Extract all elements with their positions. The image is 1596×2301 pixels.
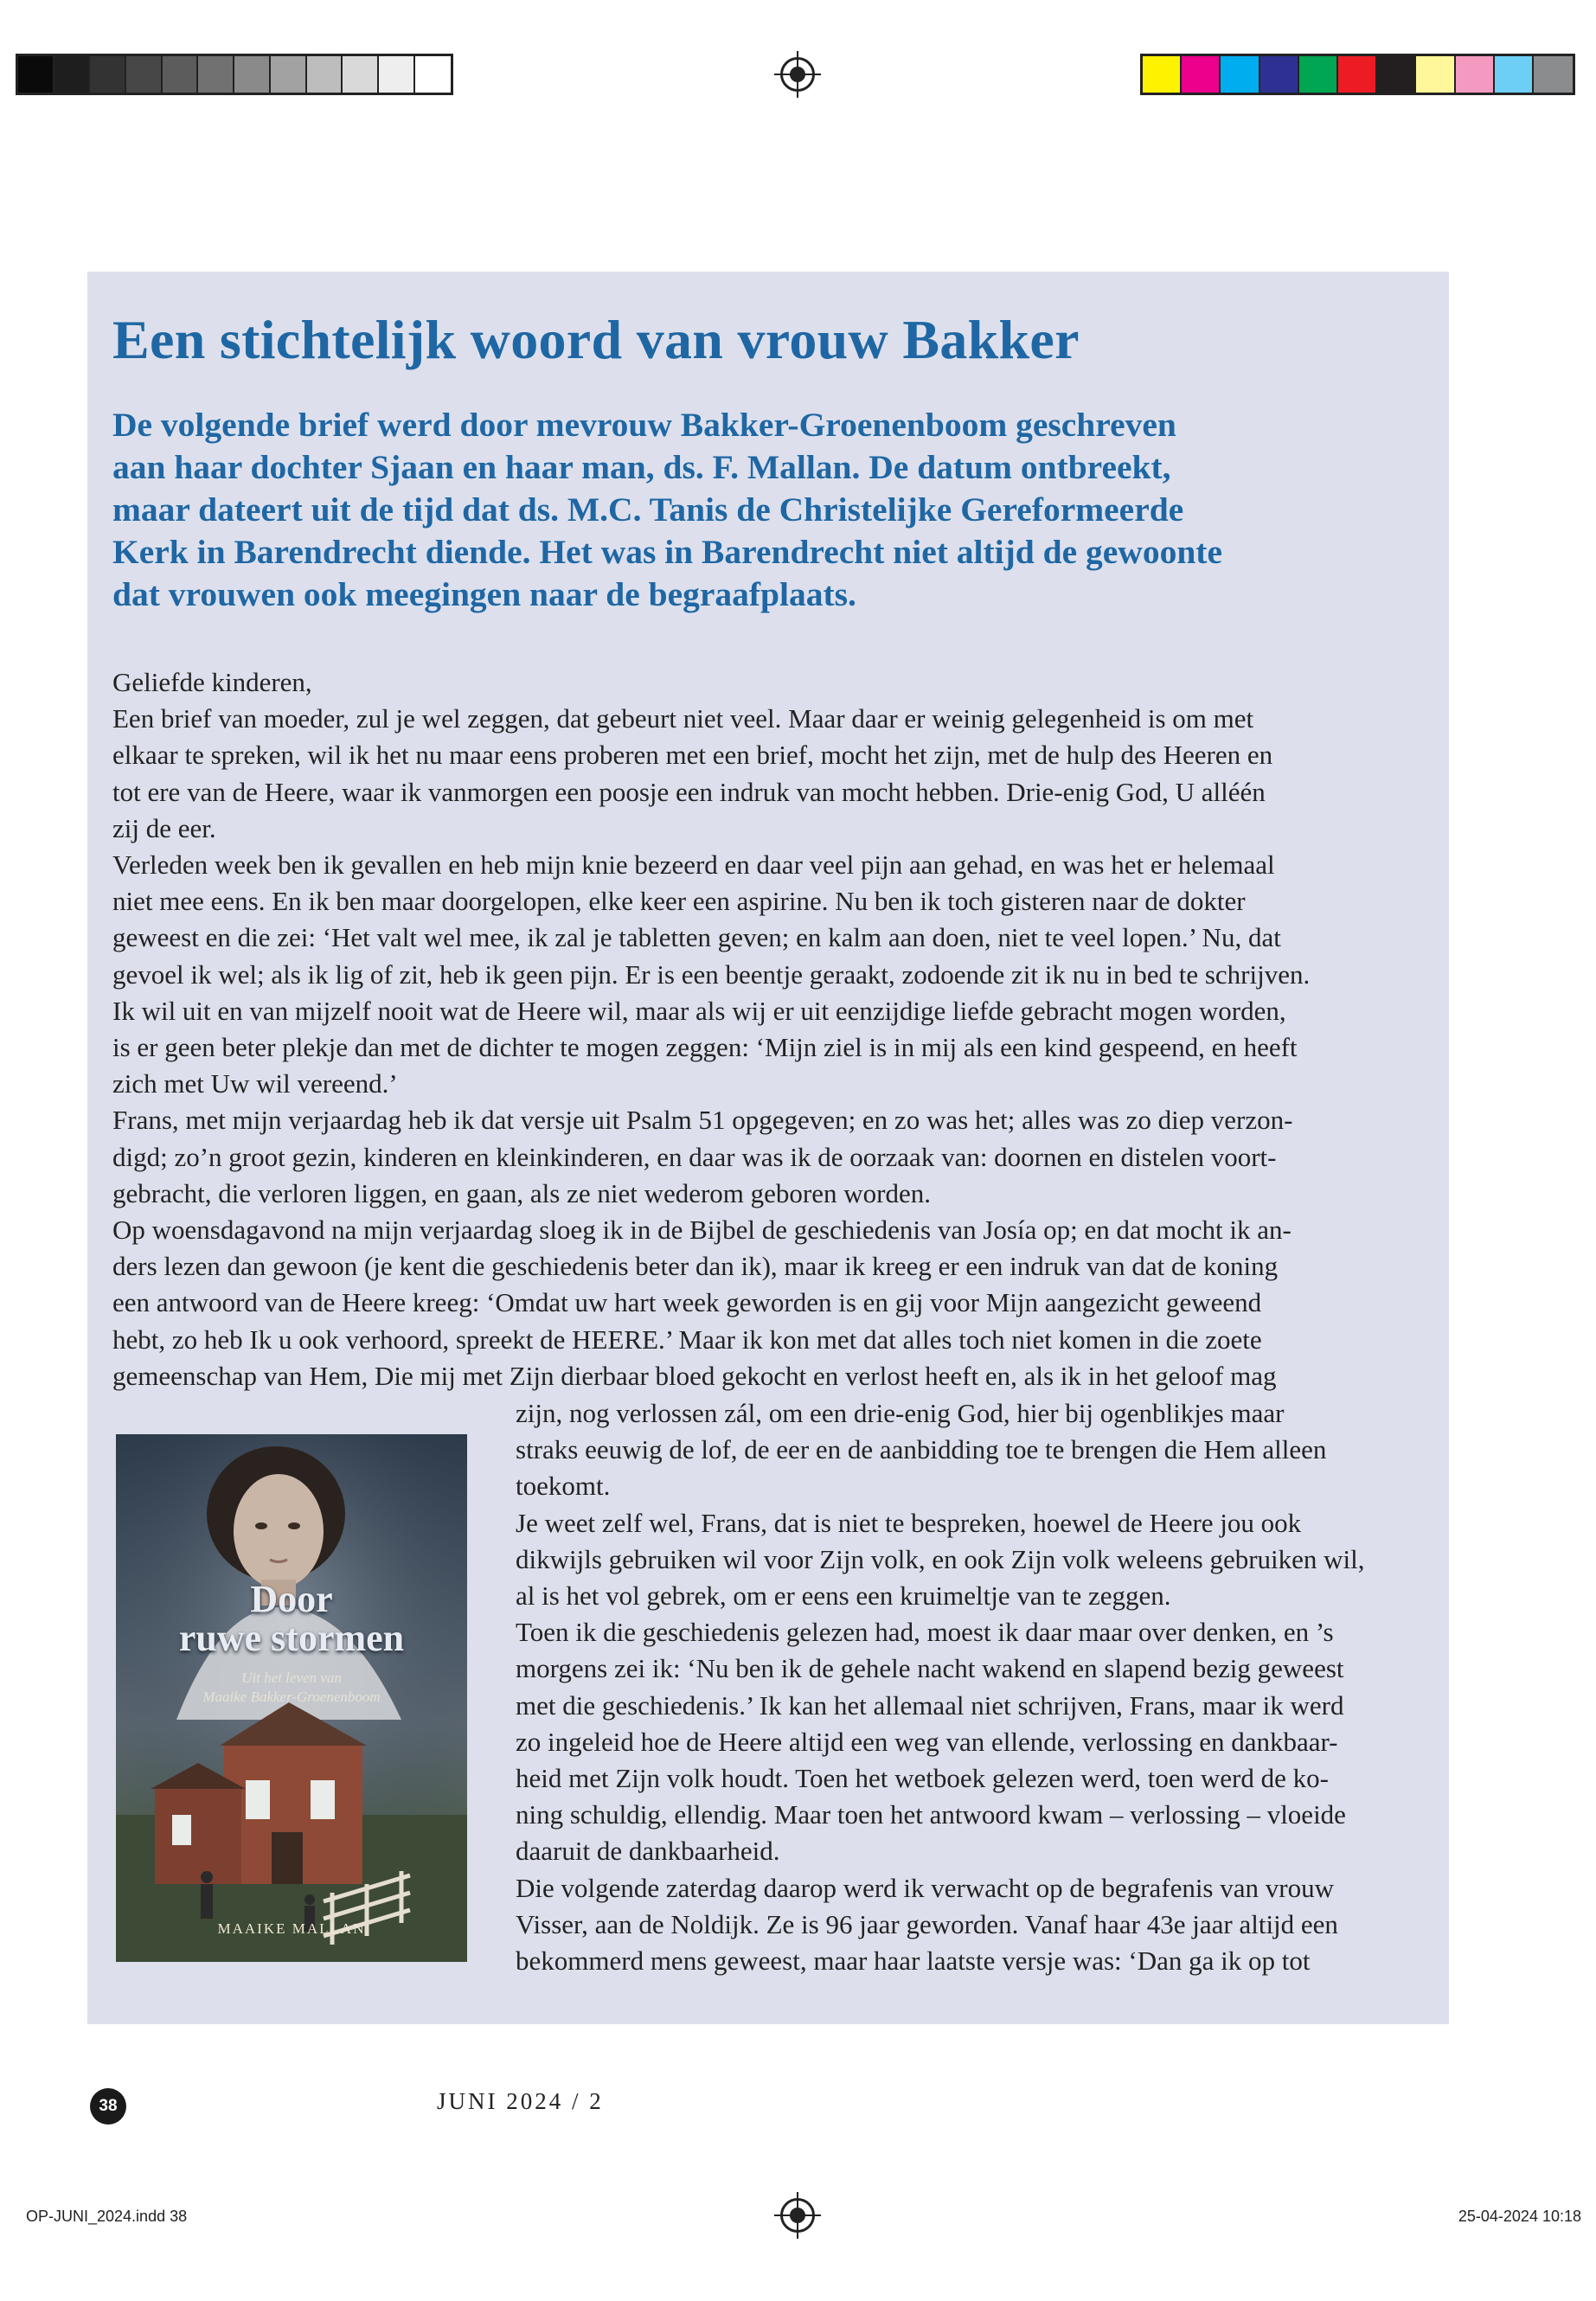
gray-swatch	[198, 56, 234, 93]
article-title: Een stichtelijk woord van vrouw Bakker	[112, 309, 1080, 370]
intro-line: maar dateert uit de tijd dat ds. M.C. Tanis de Christelijke Gereformeerde	[112, 490, 1184, 529]
color-swatch	[1416, 56, 1455, 93]
color-swatch	[1377, 56, 1416, 93]
page-number-badge: 38	[90, 2088, 126, 2125]
letter-line: elkaar te spreken, wil ik het nu maar eens proberen met een brief, mocht het zijn, met de hulp des Heeren en	[112, 740, 1273, 771]
letter-line: met die geschiedenis.’ Ik kan het allemaal niet schrijven, Frans, maar ik werd	[516, 1689, 1344, 1721]
gray-swatch	[307, 56, 343, 93]
letter-line: dikwijls gebruiken wil voor Zijn volk, en ook Zijn volk weleens gebruiken wil,	[516, 1543, 1365, 1574]
gray-swatch	[54, 56, 91, 93]
color-calibration-bar	[1140, 54, 1575, 95]
letter-line: Toen ik die geschiedenis gelezen had, moest ik daar maar over denken, en ’s	[516, 1617, 1334, 1648]
color-swatch	[1456, 56, 1495, 93]
letter-line: straks eeuwig de lof, de eer en de aanbidding toe te brengen die Hem alleen	[516, 1434, 1327, 1465]
grayscale-calibration-bar	[16, 54, 453, 95]
letter-line: Op woensdagavond na mijn verjaardag sloeg ik in de Bijbel de geschiedenis van Josía op; en dat mocht ik an-	[112, 1215, 1292, 1246]
letter-line: al is het vol gebrek, om er eens een kruimeltje van te zeggen.	[516, 1580, 1171, 1612]
letter-text-full-width	[112, 664, 1310, 1394]
intro-line: dat vrouwen ook meegingen naar de begraafplaats.	[112, 575, 856, 613]
letter-line: zij de eer.	[112, 812, 216, 843]
intro-line: aan haar dochter Sjaan en haar man, ds. F. Mallan. De datum ontbreekt,	[112, 448, 1171, 486]
gray-swatch	[415, 56, 451, 93]
gray-swatch	[271, 56, 307, 93]
letter-line: hebt, zo heb Ik u ook verhoord, spreekt de HEERE.’ Maar ik kon met dat alles toch niet komen in die zoete	[112, 1324, 1262, 1355]
intro-line: Kerk in Barendrecht diende. Het was in Barendrecht niet altijd de gewoonte	[112, 533, 1222, 571]
letter-line: gebracht, die verloren liggen, en gaan, als ze niet wederom geboren worden.	[112, 1177, 931, 1208]
color-swatch	[1260, 56, 1299, 93]
letter-text-column	[516, 1395, 1365, 1979]
letter-line: zijn, nog verlossen zál, om een drie-enig God, hier bij ogenblikjes maar	[516, 1398, 1285, 1428]
gray-swatch	[163, 56, 199, 93]
letter-line: ders lezen dan gewoon (je kent die geschiedenis beter dan ik), maar ik kreeg er een indruk van dat de koning	[112, 1251, 1279, 1282]
gray-swatch	[90, 56, 126, 93]
color-swatch	[1143, 56, 1182, 93]
gray-swatch	[343, 56, 379, 93]
letter-line: ning schuldig, ellendig. Maar toen het antwoord kwam – verlossing – vloeide	[516, 1799, 1346, 1830]
color-swatch	[1182, 56, 1221, 93]
book-title-line-1: Door	[250, 1578, 333, 1620]
letter-line: heid met Zijn volk houdt. Toen het wetboek gelezen werd, toen werd de ko-	[516, 1763, 1329, 1794]
book-cover-image	[116, 1434, 467, 1962]
letter-line: geweest en die zei: ‘Het valt wel mee, ik zal je tabletten geven; en kalm aan doen, niet te veel lopen.’ Nu, dat	[112, 922, 1281, 953]
letter-line: Je weet zelf wel, Frans, dat is niet te bespreken, hoewel de Heere jou ook	[516, 1507, 1302, 1538]
article-intro	[112, 404, 1453, 616]
book-subtitle-line-2: Maaike Bakker-Groenenboom	[202, 1689, 381, 1705]
book-subtitle-line-1: Uit het leven van	[241, 1670, 342, 1686]
intro-line: De volgende brief werd door mevrouw Bakker-Groenenboom geschreven	[112, 406, 1176, 444]
letter-line: Verleden week ben ik gevallen en heb mijn knie bezeerd en daar veel pijn aan gehad, en was het er helemaal	[112, 849, 1275, 881]
registration-mark-icon	[780, 2198, 815, 2233]
letter-line: toekomt.	[516, 1471, 611, 1502]
color-swatch	[1221, 56, 1259, 93]
letter-line: Die volgende zaterdag daarop werd ik verwacht op de begrafenis van vrouw	[516, 1872, 1334, 1903]
letter-line: Ik wil uit en van mijzelf nooit wat de Heere wil, maar als wij er uit eenzijdige liefde gebracht mogen worden,	[112, 995, 1286, 1026]
color-swatch	[1299, 56, 1338, 93]
issue-label: JUNI 2024 / 2	[437, 2088, 604, 2114]
letter-line: gevoel ik wel; als ik lig of zit, heb ik geen pijn. Er is een beentje geraakt, zodoende zit ik nu in bed te schrijven.	[112, 958, 1311, 990]
gray-swatch	[234, 56, 271, 93]
letter-line: Geliefde kinderen,	[112, 667, 312, 697]
letter-line: niet mee eens. En ik ben maar doorgelopen, elke keer een aspirine. Nu ben ik toch gisteren naar de dokter	[112, 886, 1246, 917]
letter-line: zich met Uw wil vereend.’	[112, 1068, 398, 1099]
gray-swatch	[379, 56, 415, 93]
book-title-line-2: ruwe stormen	[178, 1617, 405, 1659]
gray-swatch	[126, 56, 163, 93]
letter-line: gemeenschap van Hem, Die mij met Zijn dierbaar bloed gekocht en verlost heeft en, als ik in het geloof mag	[112, 1360, 1277, 1391]
print-timestamp: 25-04-2024 10:18	[1458, 2208, 1581, 2225]
letter-line: morgens zei ik: ‘Nu ben ik de gehele nacht wakend en slapend bezig geweest	[516, 1653, 1344, 1684]
gray-swatch	[18, 56, 54, 93]
file-slug: OP-JUNI_2024.indd 38	[26, 2208, 188, 2225]
color-swatch	[1534, 56, 1573, 93]
letter-line: bekommerd mens geweest, maar haar laatste versje was: ‘Dan ga ik op tot	[516, 1945, 1311, 1977]
letter-line: daaruit de dankbaarheid.	[516, 1836, 780, 1867]
letter-line: Frans, met mijn verjaardag heb ik dat versje uit Psalm 51 opgegeven; en zo was het; alles was zo diep verzon-	[112, 1105, 1293, 1136]
letter-line: tot ere van de Heere, waar ik vanmorgen een poosje een indruk van mocht hebben. Drie-enig God, U alléén	[112, 776, 1266, 807]
letter-line: zo ingeleid hoe de Heere altijd een weg van ellende, verlossing en dankbaar-	[516, 1726, 1338, 1757]
letter-line: Een brief van moeder, zul je wel zeggen, dat gebeurt niet veel. Maar daar er weinig gelegenheid is om met	[112, 703, 1254, 734]
letter-line: een antwoord van de Heere kreeg: ‘Omdat uw hart week geworden is en gij voor Mijn aangezicht geweend	[112, 1287, 1262, 1318]
book-author: MAAIKE MALLAN	[217, 1920, 366, 1937]
registration-mark-icon	[780, 57, 815, 92]
letter-line: Visser, aan de Noldijk. Ze is 96 jaar geworden. Vanaf haar 43e jaar altijd een	[516, 1908, 1338, 1939]
color-swatch	[1338, 56, 1377, 93]
letter-line: digd; zo’n groot gezin, kinderen en kleinkinderen, en daar was ik de oorzaak van: doornen en distelen voort-	[112, 1141, 1277, 1172]
color-swatch	[1495, 56, 1534, 93]
letter-line: is er geen beter plekje dan met de dichter te mogen zeggen: ‘Mijn ziel is in mij als een kind gespeend, en heeft	[112, 1032, 1298, 1063]
